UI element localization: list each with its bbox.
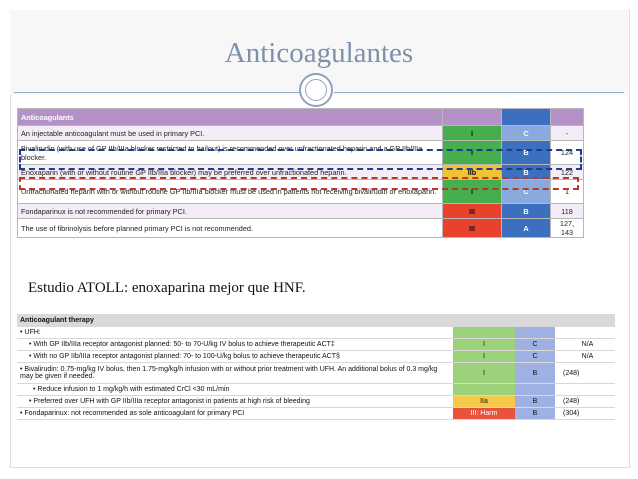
table-header: Anticoagulant therapy bbox=[17, 314, 453, 327]
table-row: • Reduce infusion to 1 mg/kg/h with estimated CrCl <30 mL/min bbox=[17, 384, 615, 396]
anticoagulants-table bbox=[17, 108, 584, 238]
title-divider-right bbox=[334, 92, 624, 93]
slide-title: Anticoagulantes bbox=[224, 37, 414, 69]
level-badge: C bbox=[515, 339, 555, 351]
study-note: Estudio ATOLL: enoxaparina mejor que HNF. bbox=[28, 280, 306, 296]
table-row: • With no GP IIb/IIIa receptor antagonist planned: 70- to 100-U/kg bolus to achieve therapeutic ACT§ I C N/A bbox=[17, 351, 615, 363]
level-badge: B bbox=[502, 204, 551, 219]
class-badge: I bbox=[443, 141, 502, 165]
table-header-row bbox=[18, 109, 584, 126]
table-row: An injectable anticoagulant must be used in primary PCI. I C - bbox=[18, 126, 584, 141]
table-row: • Bivalirudin: 0.75-mg/kg IV bolus, then 1.75-mg/kg/h infusion with or without prior treatment with UFH. An additional bolus of 0.3 mg/kg may be given if needed. I B (248) bbox=[17, 363, 615, 384]
class-badge: IIa bbox=[453, 396, 515, 408]
table-row: • With GP IIb/IIIa receptor antagonist planned: 50- to 70-U/kg IV bolus to achieve therapeutic ACT‡ I C N/A bbox=[17, 339, 615, 351]
class-badge: IIb bbox=[443, 165, 502, 180]
table-row: Bivalirudin (with use of GP IIb/IIIa blocker restricted to bailout) is recommended over unfractionated heparin and a GP IIb/IIIa blocker. I B 124 bbox=[18, 141, 584, 165]
level-badge: A bbox=[502, 219, 551, 238]
class-badge: I bbox=[453, 351, 515, 363]
table-row: Fondaparinux is not recommended for primary PCI. III B 118 bbox=[18, 204, 584, 219]
highlight-box-blue bbox=[19, 149, 582, 170]
class-badge: I bbox=[443, 126, 502, 141]
table-row: Enoxaparin (with or without routine GP IIb/IIIa blocker) may be preferred over unfractionated heparin. IIb B 122 bbox=[18, 165, 584, 180]
class-badge: III bbox=[443, 204, 502, 219]
class-badge: I bbox=[453, 363, 515, 384]
anticoagulant-therapy-table bbox=[17, 314, 615, 420]
level-badge: B bbox=[515, 408, 555, 420]
level-badge: B bbox=[502, 141, 551, 165]
table-row: Unfractionated heparin with or without routine GP IIb/IIIa blocker must be used in patients not receiving bivalirudin or enoxaparin. I C 1 bbox=[18, 180, 584, 204]
class-badge: III bbox=[443, 219, 502, 238]
level-badge: B bbox=[515, 396, 555, 408]
class-badge: I bbox=[443, 180, 502, 204]
level-badge: C bbox=[502, 180, 551, 204]
table-header: Anticoagulants bbox=[18, 109, 443, 126]
class-badge: I bbox=[453, 339, 515, 351]
highlight-box-red bbox=[19, 177, 579, 190]
table-row: • Preferred over UFH with GP IIb/IIIa receptor antagonist in patients at high risk of bleeding IIa B (248) bbox=[17, 396, 615, 408]
table-row: The use of fibrinolysis before planned primary PCI is not recommended. III A 127, 143 bbox=[18, 219, 584, 238]
level-badge: C bbox=[515, 351, 555, 363]
table-row: • Fondaparinux: not recommended as sole anticoagulant for primary PCI III: Harm B (304) bbox=[17, 408, 615, 420]
level-badge: C bbox=[502, 126, 551, 141]
title-divider-left bbox=[14, 92, 300, 93]
table-header-row bbox=[17, 314, 615, 327]
class-badge: III: Harm bbox=[453, 408, 515, 420]
level-badge: B bbox=[502, 165, 551, 180]
table-row: • UFH: bbox=[17, 327, 615, 339]
decorative-circle-icon bbox=[299, 73, 333, 107]
level-badge: B bbox=[515, 363, 555, 384]
